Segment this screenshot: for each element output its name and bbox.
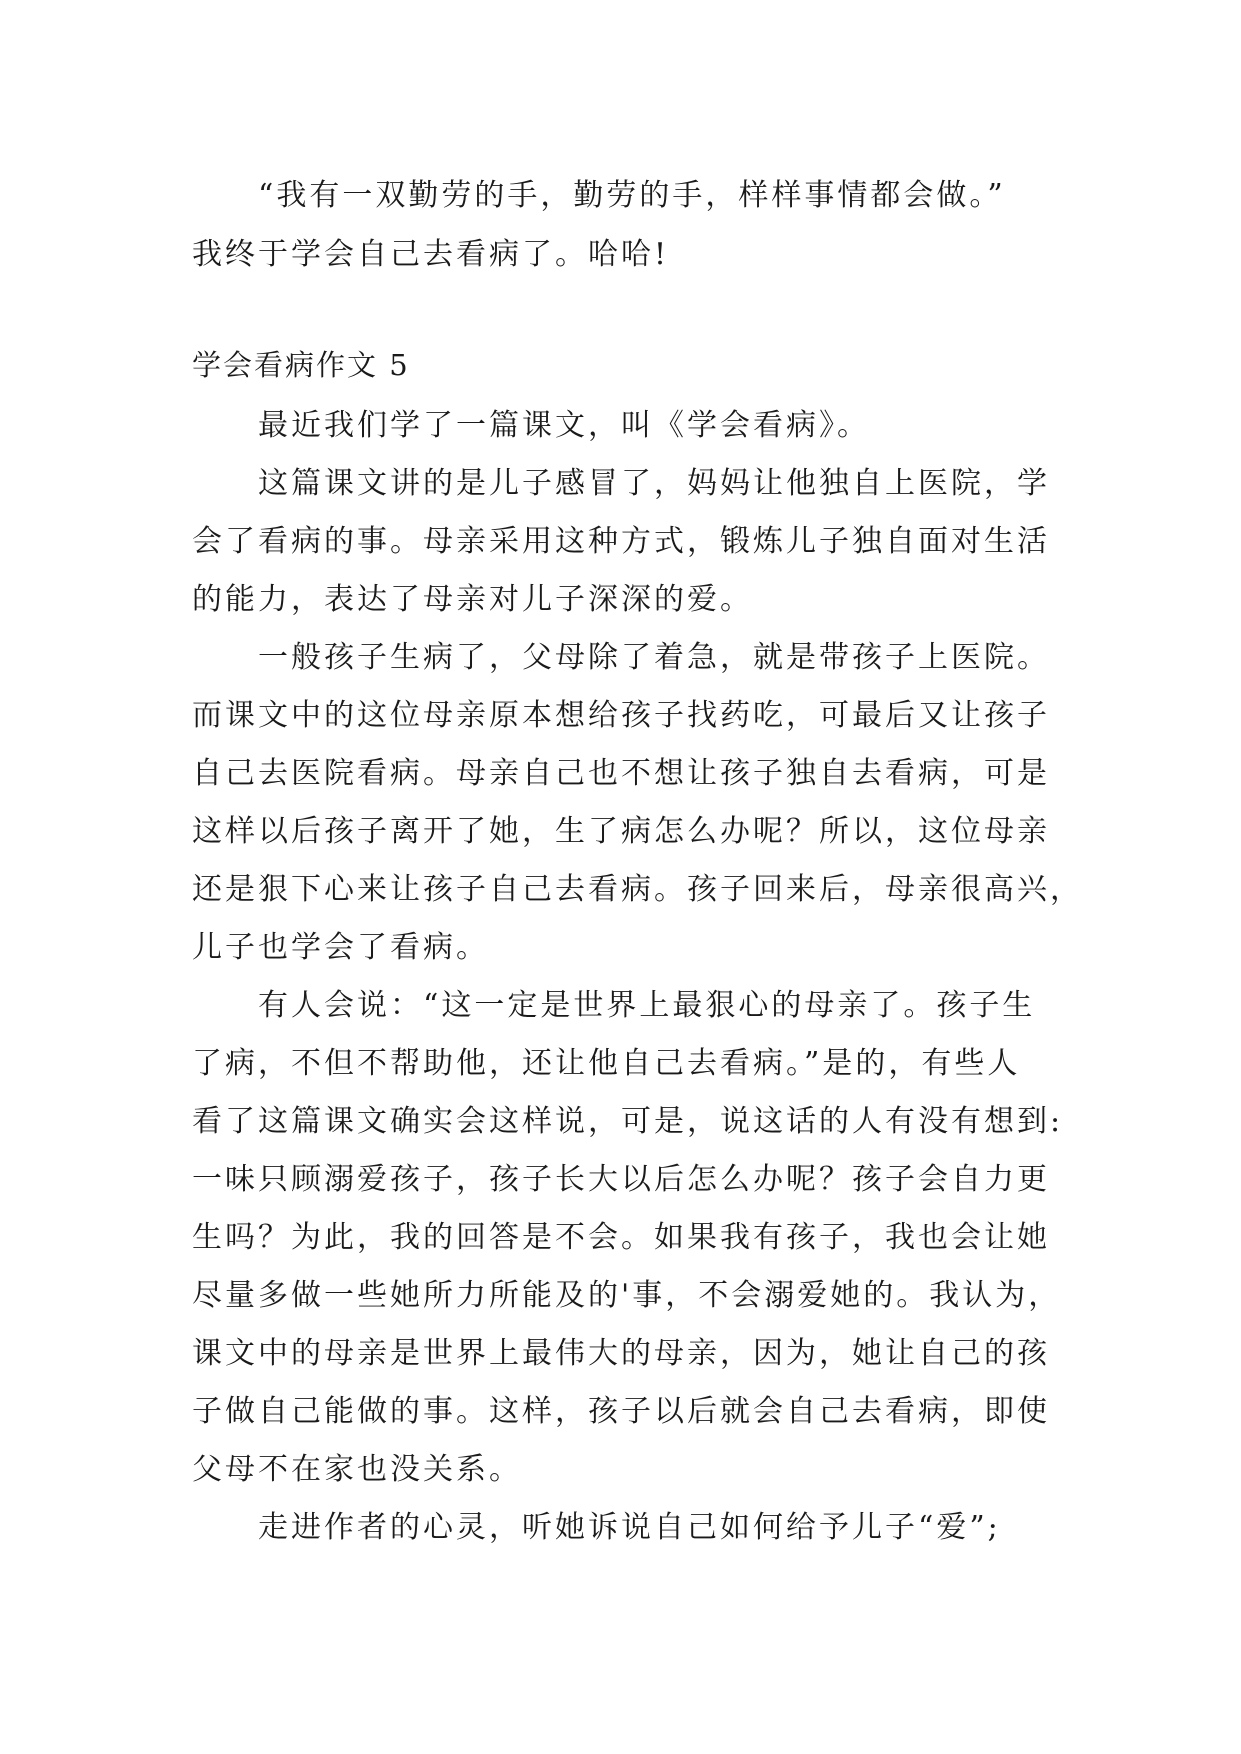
paragraph-4-line: 有人会说：“这一定是世界上最狠心的母亲了。孩子生 (258, 988, 1036, 1023)
paragraph-2-line: 会了看病的事。母亲采用这种方式，锻炼儿子独自面对生活 (192, 524, 1050, 559)
paragraph-2-line: 这篇课文讲的是儿子感冒了，妈妈让他独自上医院，学 (258, 466, 1050, 501)
section-title: 学会看病作文 5 (192, 348, 410, 382)
paragraph-3-line: 儿子也学会了看病。 (192, 930, 489, 965)
paragraph-4-line: 课文中的母亲是世界上最伟大的母亲，因为，她让自己的孩 (192, 1336, 1050, 1371)
paragraph-3-line: 而课文中的这位母亲原本想给孩子找药吃，可最后又让孩子 (192, 698, 1050, 733)
paragraph-3-line: 一般孩子生病了，父母除了着急，就是带孩子上医院。 (258, 640, 1050, 675)
paragraph-4-line: 父母不在家也没关系。 (192, 1452, 522, 1487)
paragraph-3-line: 自己去医院看病。母亲自己也不想让孩子独自去看病，可是 (192, 756, 1050, 791)
paragraph-4-line: 一味只顾溺爱孩子，孩子长大以后怎么办呢？孩子会自力更 (192, 1162, 1050, 1197)
paragraph-4-line: 生吗？为此，我的回答是不会。如果我有孩子，我也会让她 (192, 1220, 1050, 1255)
paragraph-1-line: 最近我们学了一篇课文，叫《学会看病》。 (258, 408, 870, 443)
paragraph-2-line: 的能力，表达了母亲对儿子深深的爱。 (192, 582, 753, 617)
paragraph-3-line: 这样以后孩子离开了她，生了病怎么办呢？所以，这位母亲 (192, 814, 1050, 849)
paragraph-5-line: 走进作者的心灵，听她诉说自己如何给予儿子“爱”; (258, 1510, 1001, 1545)
intro-line-1: “我有一双勤劳的手，勤劳的手，样样事情都会做。” (258, 178, 1006, 213)
paragraph-4-line: 了病，不但不帮助他，还让他自己去看病。”是的，有些人 (192, 1046, 1021, 1081)
paragraph-4-line: 子做自己能做的事。这样，孩子以后就会自己去看病，即使 (192, 1394, 1050, 1429)
paragraph-3-line: 还是狠下心来让孩子自己去看病。孩子回来后，母亲很高兴， (192, 872, 1083, 907)
intro-line-2: 我终于学会自己去看病了。哈哈! (192, 237, 670, 272)
paragraph-4-line: 看了这篇课文确实会这样说，可是，说这话的人有没有想到: (192, 1104, 1064, 1139)
paragraph-4-line: 尽量多做一些她所力所能及的'事，不会溺爱她的。我认为， (192, 1278, 1062, 1313)
